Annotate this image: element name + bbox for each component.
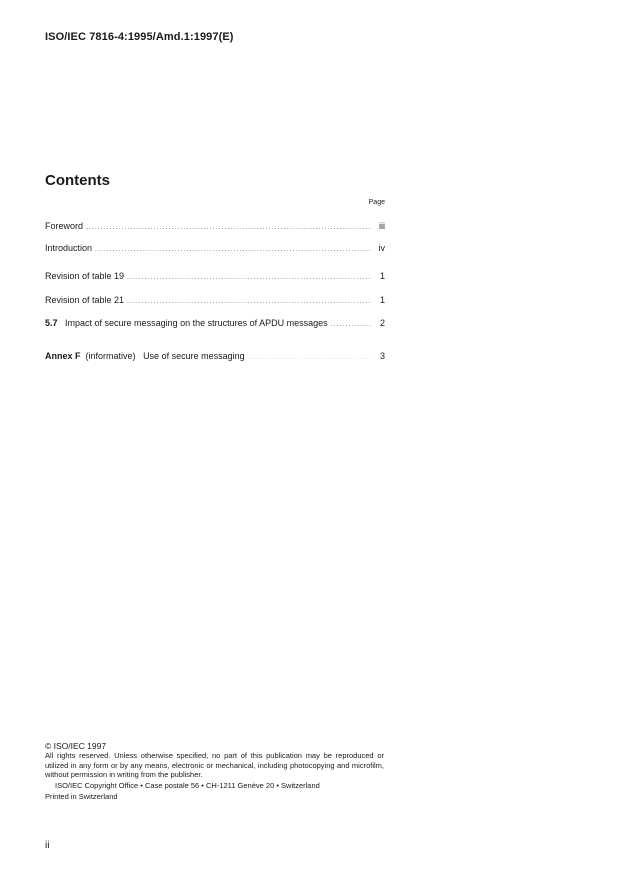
toc-entry-page: 1 xyxy=(379,271,385,281)
toc-entry-page: 3 xyxy=(379,351,385,361)
toc-leader-dots xyxy=(95,246,372,253)
document-id: ISO/IEC 7816-4:1995/Amd.1:1997(E) xyxy=(45,31,234,43)
copyright-office-address: ISO/IEC Copyright Office • Case postale 56 • CH-1211 Genève 20 • Switzerland xyxy=(55,780,320,790)
toc-entry-page: iv xyxy=(378,243,385,253)
page-number: ii xyxy=(45,840,50,851)
toc-leader-dots xyxy=(86,224,372,231)
toc-entry-label: Impact of secure messaging on the structures of APDU messages xyxy=(65,318,328,328)
toc-leader-dots xyxy=(248,354,372,361)
toc-entry-foreword[interactable] xyxy=(45,221,385,231)
printed-in: Printed in Switzerland xyxy=(45,791,118,801)
toc-entry-page: 1 xyxy=(379,295,385,305)
copyright-block xyxy=(45,741,384,802)
toc-entry-label-group xyxy=(45,318,328,328)
contents-title: Contents xyxy=(45,172,110,189)
toc-entry-label-group xyxy=(45,351,245,361)
toc-entry-annex-f[interactable] xyxy=(45,351,385,361)
rights-statement: All rights reserved. Unless otherwise specified, no part of this publication may be reproduced or utilized in any form or by any means, electronic or mechanical, including photocopying and microfilm, without permission in writing from the publisher. xyxy=(45,751,384,779)
toc-entry-label: Revision of table 21 xyxy=(45,295,125,305)
toc-entry-label: Use of secure messaging xyxy=(143,351,245,361)
toc-entry-section-5-7[interactable] xyxy=(45,318,385,328)
toc-entry-introduction[interactable] xyxy=(45,243,385,253)
copyright-notice: © ISO/IEC 1997 xyxy=(45,741,107,751)
toc-entry-label: Revision of table 19 xyxy=(45,271,125,281)
toc-entry-revision-table-19[interactable] xyxy=(45,271,385,281)
toc-entry-revision-table-21[interactable] xyxy=(45,295,385,305)
toc-entry-label: Introduction xyxy=(45,243,93,253)
toc-entry-label: Foreword xyxy=(45,221,84,231)
toc-section-number: 5.7 xyxy=(45,318,58,328)
toc-entry-page: 2 xyxy=(379,318,385,328)
page-column-label: Page xyxy=(368,199,385,206)
toc-leader-dots xyxy=(331,321,372,328)
toc-leader-dots xyxy=(127,298,372,305)
toc-annex-id: Annex F xyxy=(45,351,81,361)
toc-leader-dots xyxy=(127,274,372,281)
toc-entry-page: iii xyxy=(379,221,385,231)
toc-annex-qualifier: (informative) xyxy=(85,351,136,361)
